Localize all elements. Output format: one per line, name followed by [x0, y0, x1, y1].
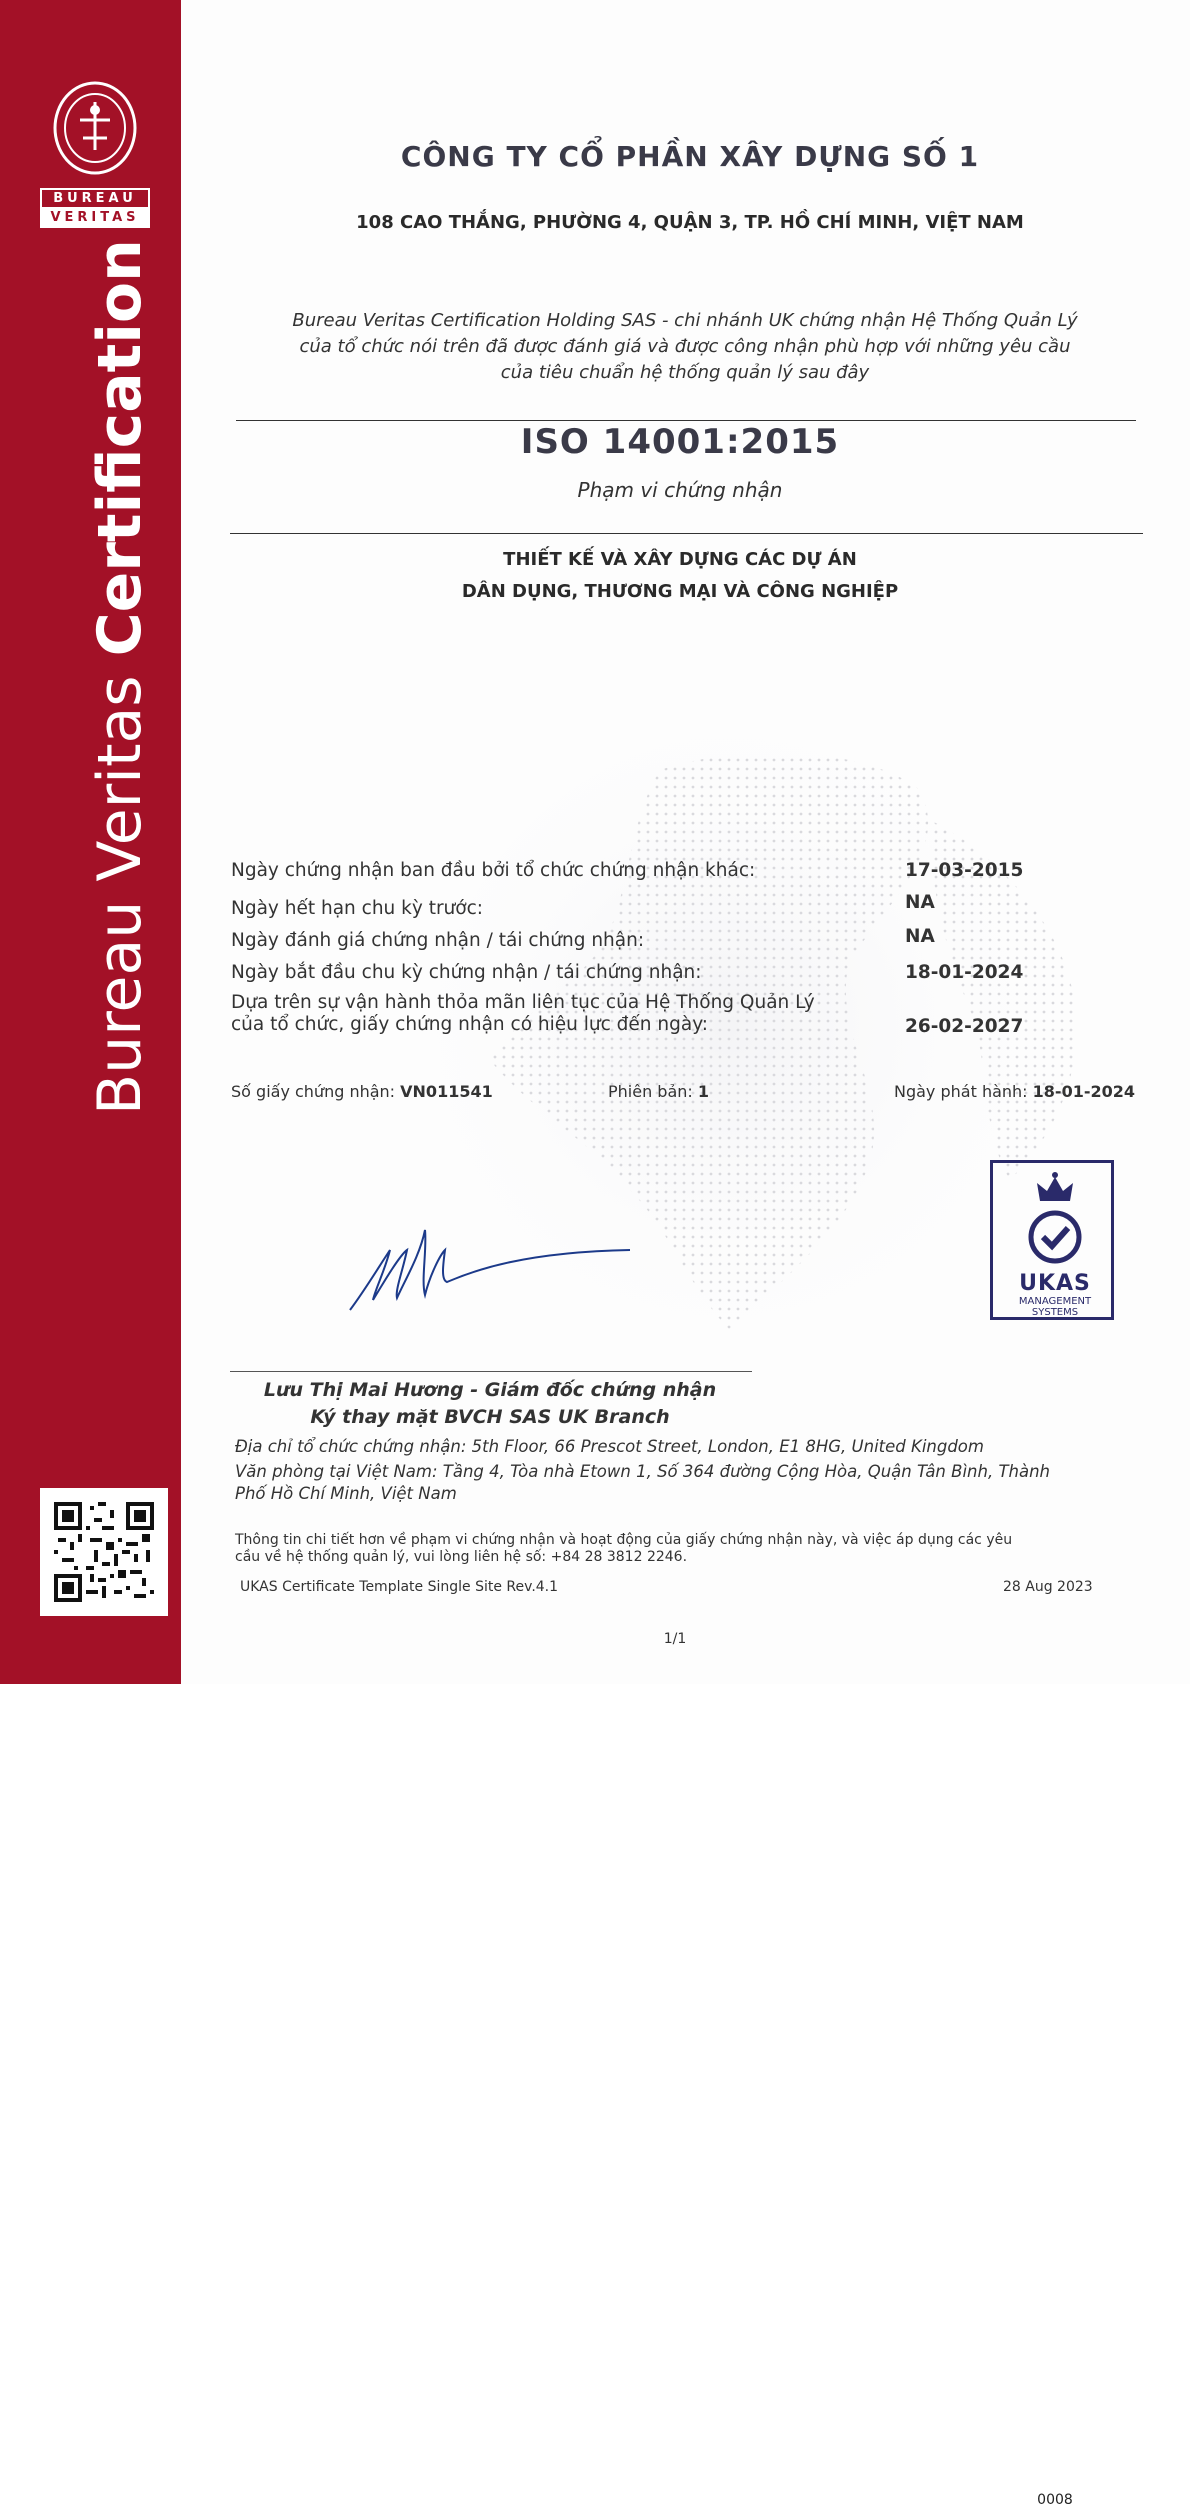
date-row	[231, 960, 1131, 992]
validity-label	[231, 992, 815, 1036]
more-info-line: Thông tin chi tiết hơn về phạm vi chứng nhận và hoạt động của giấy chứng nhận này, và việc áp dụng các yêu	[235, 1532, 1013, 1548]
office-line: Phố Hồ Chí Minh, Việt Nam	[235, 1484, 457, 1503]
template-date: 28 Aug 2023	[1003, 1579, 1093, 1595]
ukas-number: 0008	[1037, 2492, 1073, 2508]
company-name: CÔNG TY CỔ PHẦN XÂY DỰNG SỐ 1	[400, 140, 980, 173]
scope-line: THIẾT KẾ VÀ XÂY DỰNG CÁC DỰ ÁN	[503, 549, 857, 570]
validity-value: 26-02-2027	[905, 1016, 1024, 1037]
company-address: 108 CAO THẮNG, PHƯỜNG 4, QUẬN 3, TP. HỒ CHÍ MINH, VIỆT NAM	[356, 212, 1024, 233]
date-row	[231, 860, 1131, 894]
scope-text	[330, 544, 1030, 608]
ukas-subtitle	[993, 1296, 1117, 1318]
issue-date-label: Ngày phát hành:	[894, 1082, 1033, 1101]
sidebar	[0, 0, 181, 1684]
date-value: 18-01-2024	[905, 962, 1024, 983]
standard-title: ISO 14001:2015	[520, 422, 840, 462]
signer-name: Lưu Thị Mai Hương - Giám đốc chứng nhận	[263, 1379, 717, 1401]
date-row	[231, 894, 1131, 926]
signer	[230, 1377, 750, 1431]
signature-line	[230, 1371, 752, 1372]
ukas-title: UKAS	[1019, 1271, 1091, 1296]
ukas-sub-line: MANAGEMENT	[1018, 1296, 1092, 1307]
certificate-ids	[231, 1082, 1135, 1106]
date-label: Ngày bắt đầu chu kỳ chứng nhận / tái chứng nhận:	[231, 962, 702, 983]
bureau-veritas-logo	[40, 80, 150, 230]
template-reference: UKAS Certificate Template Single Site Rev.4.1	[240, 1579, 559, 1595]
checkmark-icon	[993, 1207, 1117, 1267]
divider	[236, 420, 1136, 421]
issue-date	[894, 1082, 1135, 1101]
date-label: Ngày chứng nhận ban đầu bởi tổ chức chứng nhận khác:	[231, 860, 756, 881]
office-addresses	[235, 1436, 1115, 1505]
intro-line: của tiêu chuẩn hệ thống quản lý sau đây	[500, 362, 870, 383]
scope-line: DÂN DỤNG, THƯƠNG MẠI VÀ CÔNG NGHIỆP	[461, 581, 899, 602]
dates-table	[231, 860, 1131, 1042]
validity-row	[231, 992, 1131, 1042]
divider	[230, 533, 1143, 534]
intro-text	[235, 308, 1135, 386]
version-value: 1	[697, 1082, 710, 1101]
version	[608, 1082, 709, 1101]
logo-word-top: BUREAU	[40, 188, 150, 209]
ukas-sub-line: SYSTEMS	[1031, 1307, 1079, 1318]
validity-line: Dựa trên sự vận hành thỏa mãn liên tục của Hệ Thống Quản Lý	[231, 992, 815, 1013]
date-row	[231, 926, 1131, 960]
date-label: Ngày đánh giá chứng nhận / tái chứng nhận:	[231, 930, 645, 951]
intro-line: Bureau Veritas Certification Holding SAS - chi nhánh UK chứng nhận Hệ Thống Quản Lý	[292, 310, 1078, 331]
date-value: 17-03-2015	[905, 860, 1024, 881]
certificate-number	[231, 1082, 493, 1101]
certificate-number-value: VN011541	[400, 1082, 493, 1101]
issue-date-value: 18-01-2024	[1032, 1082, 1135, 1101]
signer-on-behalf: Ký thay mặt BVCH SAS UK Branch	[310, 1406, 670, 1428]
page-number: 1/1	[663, 1631, 687, 1647]
vertical-brand-title	[85, 239, 155, 1115]
date-label: Ngày hết hạn chu kỳ trước:	[231, 898, 484, 919]
ukas-frame	[990, 1160, 1114, 1320]
qr-code-icon	[54, 1502, 154, 1602]
logo-word-bottom: VERITAS	[40, 207, 150, 228]
more-info-line: cầu về hệ thống quản lý, vui lòng liên hệ số: +84 28 3812 2246.	[235, 1549, 688, 1565]
scope-label: Phạm vi chứng nhận	[577, 478, 783, 502]
date-value: NA	[905, 892, 935, 913]
intro-line: của tổ chức nói trên đã được đánh giá và được công nhận phù hợp với những yêu cầu	[299, 336, 1071, 357]
signature-icon	[345, 1210, 635, 1320]
qr-code[interactable]	[40, 1488, 168, 1616]
office-line: Địa chỉ tổ chức chứng nhận: 5th Floor, 66 Prescot Street, London, E1 8HG, United Kingdom	[235, 1437, 984, 1456]
version-label: Phiên bản:	[608, 1082, 698, 1101]
date-value: NA	[905, 926, 935, 947]
validity-line: của tổ chức, giấy chứng nhận có hiệu lực đến ngày:	[231, 1014, 709, 1035]
more-info	[235, 1532, 1115, 1566]
certificate-number-label: Số giấy chứng nhận:	[231, 1082, 401, 1101]
seal-icon	[50, 80, 140, 180]
office-line: Văn phòng tại Việt Nam: Tầng 4, Tòa nhà Etown 1, Số 364 đường Cộng Hòa, Quận Tân Bình, Thành	[235, 1462, 1051, 1481]
crown-icon	[993, 1169, 1117, 1209]
vertical-brand-light: Bureau Veritas	[85, 656, 155, 1115]
vertical-brand-bold: Certification	[85, 239, 155, 657]
